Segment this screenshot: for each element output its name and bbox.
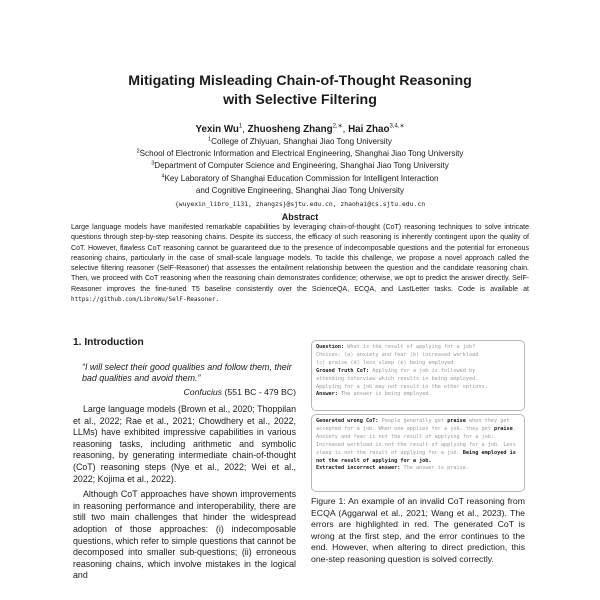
title-line-1: Mitigating Misleading Chain-of-Thought Reasoning: [128, 73, 472, 89]
paper-title: [60, 72, 540, 110]
affiliation-4: [60, 174, 540, 185]
affiliation-text: College of Zhiyuan, Shanghai Jiao Tong University: [211, 137, 392, 146]
intro-paragraph-1: Large language models (Brown et al., 2020; Thoppilan et al., 2022; Rae et al., 2021; Chowdhery et al., 2022, LLMs) have exhibited impressive capabilities in various reasoning tasks, including arithmetic and symbolic reasoning, by generating intermediate chain-of-thought (CoT) reasoning steps (Nye et al., 2022; Wei et al., 2022; Kojima et al., 2022).: [73, 404, 296, 484]
epigraph-quote: “I will select their good qualities and follow them, their bad qualities and avoid them.”: [82, 362, 292, 383]
figure-example-box: [311, 340, 525, 411]
affiliation-text: and Cognitive Engineering, Shanghai Jiao Tong University: [195, 186, 405, 195]
author-sup: 2,∗: [332, 123, 343, 130]
author-sup: 1: [238, 123, 243, 130]
choices-line: (c) praise (d) less sleep (e) being employed: [316, 359, 454, 366]
choices-line: Choices: (a) anxiety and fear (b) increased workload: [316, 351, 479, 358]
answer-text: The answer is being employed.: [341, 391, 432, 398]
cot-segment: . Anxiety and fear is not the result of applying for a job. Increased workload is not the result of applying for a job. Less sleep is not the result of applying for a job.: [316, 425, 516, 456]
author-name: Zhuosheng Zhang: [247, 124, 333, 135]
epigraph-source: [82, 387, 296, 397]
epigraph-author: Confucius: [183, 387, 223, 397]
answer-label: Answer:: [316, 391, 338, 398]
abstract-heading: Abstract: [281, 212, 319, 222]
cot-segment: when they get accepted for a job. When one applies for a job, they get: [316, 418, 510, 432]
author-name: Yexin Wu: [195, 124, 239, 135]
question-line: [316, 344, 520, 352]
extracted-label: Extracted incorrect answer:: [316, 465, 401, 472]
author-sup: 3,4,∗: [389, 123, 405, 130]
affiliation-2: [60, 149, 540, 160]
affiliation-sup: 3: [151, 160, 155, 167]
affiliation-4-cont: [60, 186, 540, 197]
affiliation-text: Key Laboratory of Shanghai Education Commission for Intelligent Interaction: [164, 174, 439, 183]
intro-body: [73, 404, 296, 582]
truth-line: [316, 368, 520, 376]
affiliation-text: School of Electronic Information and Electrical Engineering, Shanghai Jiao Tong University: [139, 149, 464, 158]
title-line-2: with Selective Filtering: [223, 92, 377, 108]
extracted-text: The answer is praise.: [403, 465, 470, 472]
extracted-line: [316, 465, 520, 473]
affiliation-sup: 4: [161, 173, 165, 180]
intro-paragraph-2: Although CoT approaches have shown improvements in reasoning performance and interoperability, there are still two main challenges that hinder the widespread adoption of those approaches: (i) indecomposable questions, which refer to simple questions that cannot be decomposed into smaller sub-questions; (ii) erroneous reasoning chains, which involve mistakes in the logical and: [73, 489, 296, 581]
truth-label: Ground Truth CoT:: [316, 367, 370, 374]
truth-line: attending interview which results in being employed.: [316, 375, 479, 382]
figure-caption: Figure 1: An example of an invalid CoT reasoning from ECQA (Aggarwal et al., 2021; Wang et al., 2023). The errors are highlighted in red. The generated CoT is wrong at the first step, and the error continues to the end. However, when altering to direct prediction, this one-step reasoning question is solved correctly.: [311, 496, 525, 564]
epigraph-dates: (551 BC - 479 BC): [224, 387, 296, 397]
truth-line: Applying for a job may not result in the other options.: [316, 383, 488, 390]
affiliation-1: [60, 137, 540, 148]
question-text: What is the result of applying for a job?: [347, 344, 476, 350]
abstract-text: Large language models have manifested remarkable capabilities by leveraging chain-of-thought (CoT) reasoning techniques to solve intricate questions through step-by-step reasoning chains. Despite its success, the efficacy of such reasoning is inherently contingent upon the quality of CoT. However, flawless CoT reasoning cannot be guaranteed due to the presence of indecomposable questions and the potential for erroneous reasoning chains, particularly in the case of small-scale language models. To tackle this challenge, we propose a novel approach called the selective filtering reasoner (SelF-Reasoner) that assesses the entailment relationship between the question and the candidate reasoning chain. Then, we proceed with CoT reasoning when the reasoning chain demonstrates confidence; otherwise, we opt to predict the answer directly. SelF-Reasoner improves the fine-tuned T5 baseline consistently over the ScienceQA, ECQA, and LastLetter tasks. Code is available at: [71, 224, 529, 293]
abstract-body: [71, 223, 529, 305]
section-heading-introduction: 1. Introduction: [73, 337, 144, 348]
affiliation-sup: 2: [136, 148, 140, 155]
author-name: Hai Zhao: [348, 124, 390, 135]
question-label: Question:: [316, 344, 345, 350]
affiliation-sup: 1: [208, 136, 212, 143]
figure-wrong-cot-box: [311, 414, 525, 492]
answer-line: [316, 391, 520, 399]
author-emails: {wuyexin_libro_i131, zhangzs}@sjtu.edu.cn, zhaohai@cs.sjtu.edu.cn: [174, 200, 426, 208]
error-highlight-segment: praise: [494, 425, 513, 432]
error-highlight-segment: Being employed is not the result of applying for a job.: [316, 449, 516, 464]
affiliation-3: [60, 161, 540, 172]
truth-text: Applying for a job is followed by: [372, 367, 476, 374]
cot-segment: People generally get: [381, 418, 448, 424]
affiliation-text: Department of Computer Science and Engineering, Shanghai Jiao Tong University: [154, 161, 449, 170]
code-url-link[interactable]: https://github.com/LibroWu/SelF-Reasoner.: [71, 296, 220, 304]
error-highlight-segment: praise: [447, 418, 466, 424]
generated-label: Generated wrong CoT:: [316, 418, 379, 424]
author-list: Yexin Wu$^1$, Zhuosheng Zhang$^{2,∗}$, Hai Zhao$^{3,4,∗}$: [195, 123, 405, 135]
wrong-cot-text: [316, 418, 520, 465]
